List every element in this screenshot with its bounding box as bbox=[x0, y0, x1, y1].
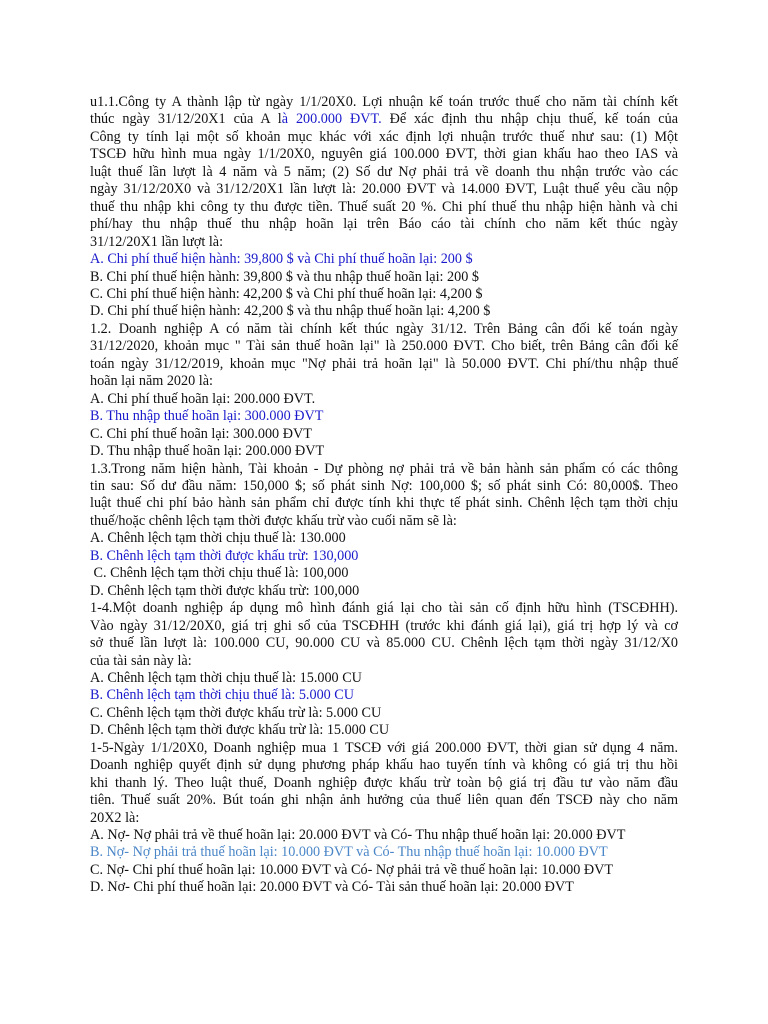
option-a: A. Chi phí thuế hoãn lại: 200.000 ĐVT. bbox=[90, 390, 316, 407]
option-c: C. Nợ- Chi phí thuế hoãn lại: 10.000 ĐVT và Có- Nợ phải trả về thuế hoãn lại: 10.000 ĐVT bbox=[90, 861, 614, 878]
option-b-correct: B. Chênh lệch tạm thời chịu thuế là: 5.000 CU bbox=[90, 687, 355, 704]
question-1 bbox=[90, 94, 678, 321]
question-text-line: luật thuế chi phí bảo hành sản phẩm chỉ được tính khi thực tế phát sinh. Chênh lệch tạm thời chịu bbox=[90, 495, 678, 512]
question-text-line: TSCĐ hữu hình mua ngày 1/1/20X0, nguyên giá 100.000 ĐVT, thời gian khấu hao theo IAS và bbox=[90, 146, 678, 163]
option-a: A. Chênh lệch tạm thời chịu thuế là: 130.000 bbox=[90, 530, 346, 547]
question-text-line: luật thuế lần lượt là 4 năm và 5 năm; (2) Số dư Nợ phải trả về doanh thu nhận trước vào các bbox=[90, 163, 678, 180]
document-page bbox=[90, 94, 678, 897]
question-text-line: 31/12/20X1 lần lượt là: bbox=[90, 233, 224, 250]
option-c: C. Chênh lệch tạm thời được khấu trừ là: 5.000 CU bbox=[90, 704, 382, 721]
option-b-correct: B. Chênh lệch tạm thời được khấu trừ: 130,000 bbox=[90, 547, 359, 564]
option-b: B. Chi phí thuế hiện hành: 39,800 $ và thu nhập thuế hoãn lại: 200 $ bbox=[90, 268, 479, 285]
question-3 bbox=[90, 461, 678, 601]
option-d: D. Nơ- Chi phí thuế hoãn lại: 20.000 ĐVT và Có- Tài sản thuế hoãn lại: 20.000 ĐVT bbox=[90, 879, 574, 896]
option-d: D. Chi phí thuế hiện hành: 42,200 $ và thu nhập thuế hoãn lại: 4,200 $ bbox=[90, 303, 491, 320]
question-text-line: phí/hay thu nhập thuế thu nhập hoãn lại trên Báo cáo tài chính cho năm kết thúc ngày bbox=[90, 216, 678, 233]
option-a-correct: A. Chi phí thuế hiện hành: 39,800 $ và Chi phí thuế hoãn lại: 200 $ bbox=[90, 251, 473, 268]
question-text-line: 1-5-Ngày 1/1/20X0, Doanh nghiệp mua 1 TSCĐ với giá 200.000 ĐVT, thời gian sử dụng 4 năm. bbox=[90, 739, 678, 756]
option-d: D. Chênh lệch tạm thời được khấu trừ là: 15.000 CU bbox=[90, 722, 390, 739]
question-text-line: 1-4.Một doanh nghiệp áp dụng mô hình đánh giá lại cho tài sản cố định hữu hình (TSCĐHH). bbox=[90, 600, 678, 617]
question-text-line: u1.1.Công ty A thành lập từ ngày 1/1/20X0. Lợi nhuận kế toán trước thuế cho năm tài chính kết bbox=[90, 94, 678, 110]
question-text-line: tin sau: Số dư đầu năm: 150,000 $; số phát sinh Nợ: 100,000 $; số phát sinh Có: 80,000$. Theo bbox=[90, 477, 678, 494]
question-2 bbox=[90, 321, 678, 461]
question-text-line: hoãn lại năm 2020 là: bbox=[90, 373, 213, 390]
option-b-correct: B. Thu nhập thuế hoãn lại: 300.000 ĐVT bbox=[90, 408, 324, 425]
question-text-line: ngày 31/12/20X0 và 31/12/20X1 lần lượt là: 20.000 ĐVT và 14.000 ĐVT, Luật thuế yêu cầu nộp bbox=[90, 181, 678, 198]
question-text-line: thuế thu nhập khi công ty thu được tiền. Thuế suất 20 %. Chi phí thuế thu nhập hiện hành và chi bbox=[90, 198, 678, 215]
question-text-line: 31/12/2020, khoản mục " Tài sản thuế hoãn lại" là 250.000 ĐVT. Cho biết, trên Bảng cân đối kế bbox=[90, 338, 678, 355]
option-c: C. Chi phí thuế hiện hành: 42,200 $ và Chi phí thuế hoãn lại: 4,200 $ bbox=[90, 285, 483, 302]
question-5 bbox=[90, 740, 678, 897]
option-d: D. Thu nhập thuế hoãn lại: 200.000 ĐVT bbox=[90, 443, 325, 460]
question-text-line: toán ngày 31/12/2019, khoản mục "Nợ phải trả hoãn lại" là 50.000 ĐVT. Chi phí/thu nhập thuế bbox=[90, 355, 678, 372]
question-text-line: khi thanh lý. Theo luật thuế, Doanh nghiệp được khấu trừ toàn bộ giá trị đầu tư vào năm đầu bbox=[90, 774, 678, 791]
question-text-line: Vào ngày 31/12/20X0, giá trị ghi sổ của TSCĐHH (trước khi đánh giá lại), giá trị hợp lý và cơ bbox=[90, 617, 678, 634]
option-a: A. Chênh lệch tạm thời chịu thuế là: 15.000 CU bbox=[90, 669, 362, 686]
option-c: C. Chi phí thuế hoãn lại: 300.000 ĐVT bbox=[90, 425, 312, 442]
question-text-line: tiên. Thuế suất 20%. Bút toán ghi nhận ảnh hưởng của thuế liên quan đến TSCĐ này cho năm bbox=[90, 792, 678, 809]
question-text-line: 20X2 là: bbox=[90, 809, 140, 826]
highlighted-value: à 200.000 ĐVT. bbox=[281, 111, 382, 128]
option-c: C. Chênh lệch tạm thời chịu thuế là: 100,000 bbox=[90, 565, 349, 582]
question-text-line: sở thuế lần lượt là: 100.000 CU, 90.000 CU và 85.000 CU. Chênh lệch tạm thời ngày 31/12/X0 bbox=[90, 635, 678, 652]
question-text-line: Doanh nghiệp quyết định sử dụng phương pháp khấu hao tuyến tính và không có giá trị thu hồi bbox=[90, 757, 678, 774]
option-d: D. Chênh lệch tạm thời được khấu trừ: 100,000 bbox=[90, 582, 360, 599]
question-text-line: thúc ngày 31/12/20X1 của A là 200.000 ĐVT. Để xác định thu nhập chịu thuế, kế toán của bbox=[90, 111, 678, 128]
question-text-line: 1.3.Trong năm hiện hành, Tài khoản - Dự phòng nợ phải trả về bản hành sản phẩm có các thông bbox=[90, 460, 678, 477]
question-text-line: 1.2. Doanh nghiệp A có năm tài chính kết thúc ngày 31/12. Trên Bảng cân đối kế toán ngày bbox=[90, 320, 678, 337]
option-a: A. Nợ- Nợ phải trả về thuế hoãn lại: 20.000 ĐVT và Có- Thu nhập thuế hoãn lại: 20.000 ĐVT bbox=[90, 827, 626, 844]
question-text-line: của tài sản này là: bbox=[90, 652, 192, 669]
question-text-line: Công ty tính lại một số khoản mục khác với xác định lợi nhuận trước thuế như sau: (1) Một bbox=[90, 128, 678, 145]
option-b-correct: B. Nợ- Nợ phải trả thuế hoãn lại: 10.000 ĐVT và Có- Thu nhập thuế hoãn lại: 10.000 ĐVT bbox=[90, 844, 608, 861]
question-text-line: thuế/hoặc chênh lệch tạm thời được khấu trừ vào cuối năm sẽ là: bbox=[90, 512, 457, 529]
question-4 bbox=[90, 600, 678, 740]
